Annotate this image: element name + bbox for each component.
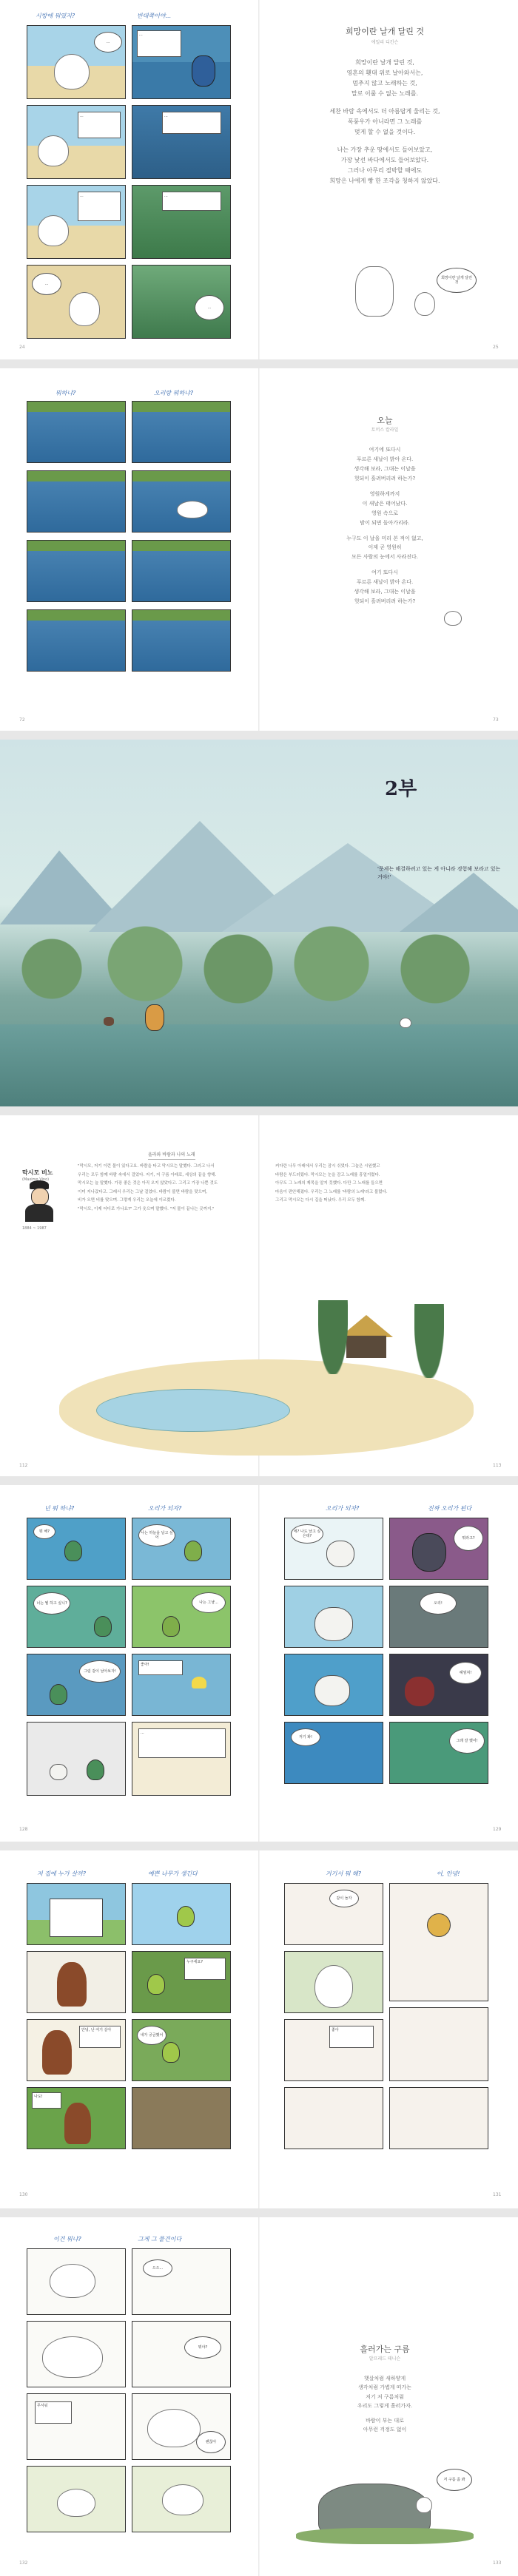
comic-panel [389, 2007, 488, 2081]
girl-character [64, 2103, 91, 2144]
forest [0, 917, 518, 1021]
lake-panel [132, 401, 231, 463]
green-character [94, 1616, 112, 1637]
panel-title: 반대쪽이야... [137, 13, 172, 19]
page-number: 24 [19, 345, 25, 350]
speech-bubble: ... [94, 32, 122, 53]
page-number: 73 [493, 717, 499, 723]
speech-bubble: 저기 봐! [291, 1728, 320, 1746]
lake-panel [27, 470, 126, 533]
girl-character [57, 1962, 87, 2007]
poem-author: 토머스 칼라일 [371, 427, 399, 433]
author-years: 1884 ~ 1987 [22, 1226, 47, 1231]
spread-1 [0, 0, 518, 359]
speech-bubble: 나도! [32, 2092, 61, 2109]
text-box: ... [138, 1728, 226, 1758]
speech-bubble: 같이 놀자 [329, 1890, 359, 1907]
part-quote: '문제는 해결하려고 있는 게 아니라 경험해 보라고 있는 거야!' [377, 866, 501, 881]
poem-body: 햇살처럼 새하얗게 생각처럼 가볍게 떠가는 저기 저 구름처럼 우리도 그렇게 흘러가자. 바람이 부는 대로 아무런 걱정도 없이 [357, 2376, 413, 2433]
speech-bubble: 오리! [420, 1592, 457, 1615]
poem-title: 흘러가는 구름 [360, 2345, 410, 2354]
lake-panel [132, 609, 231, 672]
seal-character [69, 292, 100, 326]
speech-bubble: 네가 궁금했어 [137, 2026, 166, 2045]
seal-character [400, 1018, 411, 1028]
comic-panel [27, 2466, 126, 2532]
page-number: 132 [19, 2560, 28, 2566]
comic-panel [132, 105, 231, 179]
girl-character [42, 2030, 72, 2075]
comic-panel [389, 1654, 488, 1716]
cloud-character [162, 2484, 204, 2515]
spread-separator [0, 731, 518, 740]
panel-title: 넌 뭐 하냐? [44, 1505, 75, 1512]
gutter [258, 0, 260, 359]
pond [96, 1389, 290, 1432]
comic-panel [27, 25, 126, 99]
page-number: 130 [19, 2192, 28, 2197]
small-ghost-character [414, 292, 435, 316]
green-character [64, 1541, 82, 1561]
comic-panel [132, 1586, 231, 1648]
speech-bubble: 뭐라고? [454, 1526, 483, 1551]
speech-bubble: ... [137, 30, 181, 57]
white-character [50, 1764, 67, 1780]
palm-tree [414, 1304, 444, 1378]
panel-title: 진짜 오리가 된다 [428, 1505, 472, 1512]
panel-title: 시방에 뭐였지? [36, 13, 75, 19]
spread-6 [0, 2217, 518, 2576]
comic-panel [389, 1586, 488, 1648]
dark-character [405, 1677, 434, 1706]
spread-separator [0, 1476, 518, 1485]
speech-bubble: 너는 뭘 하고 싶니? [33, 1592, 70, 1615]
comic-panel [27, 2248, 126, 2315]
comic-panel [284, 1951, 383, 2013]
tiger-character [145, 1004, 164, 1031]
page-number: 72 [19, 717, 25, 723]
green-character [162, 2042, 180, 2063]
header-label: 올라와 바람과 나의 노래 [148, 1151, 195, 1160]
lake-panel [27, 401, 126, 463]
lake-panel [132, 470, 231, 533]
poem-title: 희망이란 날개 달린 것 [345, 27, 425, 36]
speech-bubble: ... [78, 112, 121, 138]
gutter [258, 1850, 260, 2208]
panel-title: 그게 그 물건이다 [138, 2236, 182, 2242]
comic-panel [284, 1883, 383, 1945]
comic-panel [132, 2248, 231, 2315]
dark-character [412, 1533, 446, 1572]
fish-character [192, 55, 215, 87]
spread-3 [0, 1115, 518, 1476]
body-text: 커다란 나무 아래에서 우리는 잠시 쉬었다. 그늘은 시원했고 바람은 부드러웠다. 막시모는 눈을 감고 노래를 흥얼거렸다. 아무도 그 노래의 제목을 알지 못했다. 다만 그 노래를 들으면 마음이 편안해졌다. 우리는 그 노래를 '바람의 노래'라고 불렀다. 그리고 막시모는 다시 길을 떠났다. 우리 모두 함께. [275, 1164, 388, 1203]
comic-panel [132, 2019, 231, 2081]
speech-bubble: 에? 나도 날고 싶은데? [291, 1524, 323, 1544]
page-number: 113 [493, 1463, 502, 1468]
green-character [87, 1759, 104, 1780]
panel-title: 저 집에 누가 살까? [37, 1870, 86, 1877]
spread-2 [0, 368, 518, 731]
comic-panel [27, 1951, 126, 2013]
seal-character [54, 54, 90, 89]
speech-bubble: ... [195, 295, 224, 320]
comic-panel [132, 1951, 231, 2013]
comic-panel [132, 1722, 231, 1796]
panel-title: 오리랑 뭐하냐? [154, 390, 194, 396]
comic-panel [284, 2087, 383, 2149]
panel-title: 거기서 뭐 해? [326, 1870, 361, 1877]
seal-character [355, 266, 394, 317]
cloud-character [147, 2409, 201, 2447]
white-character [314, 1675, 350, 1706]
comic-panel [389, 1518, 488, 1580]
comic-panel [132, 1518, 231, 1580]
green-character [50, 1684, 67, 1705]
panel-title: 오리가 되자? [326, 1505, 360, 1512]
page-number: 131 [493, 2192, 502, 2197]
speech-bubble: 그럼 같이 날아보자! [79, 1660, 121, 1683]
panel-title: 오리가 되자? [148, 1505, 182, 1512]
comic-panel [132, 265, 231, 339]
comic-panel [27, 105, 126, 179]
butterfly-icon [192, 1677, 206, 1688]
palm-tree [318, 1300, 348, 1374]
page-number: 129 [493, 1827, 502, 1832]
spread-separator [0, 1106, 518, 1115]
spread-4 [0, 1485, 518, 1842]
body-text: "막시모, 저기 이런 물이 있다고요. 바람을 타고 막시모는 말했다. 그러고 나서 우리는 모두 함께 바람 속에서 걸었다. 저기, 저 구름 아래로, 세상의 끝을 향해. 막시모는 늘 말했다. 가장 좋은 것은 아직 오지 않았다고. 그리고 가장 나쁜 것도 이미 지나갔다고. 그래서 우리는 그날 걸었다. 바람이 불면 바람을 맞으며, 비가 오면 비를 맞으며. 그렇게 우리는 오늘에 이르렀다. "막시모, 이제 어디로 가나요?" 그가 웃으며 말했다. "저 물이 끝나는 곳까지." [78, 1164, 218, 1211]
spread-separator [0, 2208, 518, 2217]
comic-panel [27, 2019, 126, 2081]
speech-bubble: 뭐 해? [33, 1524, 56, 1539]
speech-bubble: 희망이란 날개 달린 것 [437, 268, 477, 293]
spread-separator [0, 1842, 518, 1850]
speech-bubble: 좋아 [329, 2026, 374, 2048]
lake [0, 1024, 518, 1106]
comic-panel [132, 2466, 231, 2532]
comic-panel [27, 2087, 126, 2149]
comic-panel [284, 1654, 383, 1716]
egg-character [314, 1965, 353, 2008]
lake-panel [27, 540, 126, 602]
speech-bubble: 뭐야? [184, 2336, 221, 2359]
green-character [184, 1541, 202, 1561]
speech-bubble: 나는 그냥... [192, 1592, 226, 1613]
comic-panel [284, 1722, 383, 1784]
cloud-character [42, 2336, 103, 2378]
panel-title: 어, 안녕! [437, 1870, 460, 1877]
comic-panel [27, 2393, 126, 2460]
green-character [162, 1616, 180, 1637]
speech-bubble: 좋아! [138, 1660, 183, 1675]
author-subtitle: (Maximo Vino) [22, 1177, 50, 1182]
house [50, 1899, 103, 1937]
panel-title: 뭐하냐? [56, 390, 76, 396]
comic-panel [132, 1883, 231, 1945]
poem-body: 여기에 또다시 푸르른 새날이 밝아 온다. 생각해 보라, 그대는 이날을 헛되이 흘려버리려 하는가? 영원하게까지 이 새날은 태어났다. 영원 속으로 밤이 되면 돌아가리라. 누구도 이 날을 미리 본 적이 없고, 이제 곧 영원히 모든 사람의 눈에서 사라진다. 여기 또다시 푸르른 새날이 밝아 온다. 생각해 보라, 그대는 이날을 헛되이 흘려버리려 하는가? [346, 447, 423, 605]
green-character [177, 1906, 195, 1927]
panel-title: 이건 뭐냐? [53, 2236, 81, 2242]
part-2-cover [0, 740, 518, 1106]
poem-author: 에밀리 디킨슨 [371, 40, 399, 45]
comic-panel [284, 1518, 383, 1580]
speech-bubble: ... [162, 192, 221, 211]
comic-panel [27, 265, 126, 339]
green-character [147, 1974, 165, 1995]
panel-title: 예쁜 나무가 생긴다 [148, 1870, 198, 1877]
comic-panel [389, 1883, 488, 2001]
author-portrait [22, 1180, 56, 1222]
cloud-character [57, 2489, 95, 2517]
speech-bubble: 괜찮아 [196, 2431, 226, 2453]
speech-bubble: 안녕, 난 여기 살아 [79, 2026, 121, 2048]
comic-panel [27, 1518, 126, 1580]
seal-character [38, 135, 69, 166]
gutter [258, 1485, 260, 1842]
gutter [258, 368, 260, 731]
page-number: 25 [493, 345, 499, 350]
speech-bubble: ... [32, 273, 61, 295]
spread-5 [0, 1850, 518, 2208]
cloud-character [50, 2264, 95, 2298]
poem-body: 희망이란 날개 달린 것, 영혼의 횃대 위로 날아와서는, 멈추지 않고 노래하는 것, 말로 이룰 수 없는 노래를. 세찬 바람 속에서도 더 아름답게 울리는 것, 폭풍우가 아니라면 그 노래를 멎게 할 수 없을 것이다. 나는 가장 추운 땅에서도 들어보았고, 가장 낯선 바다에서도 들어보았다. 그러나 아무리 절박할 때에도 희망은 나에게 빵 한 조각을 청하지 않았다. [329, 59, 440, 184]
grass [296, 2528, 474, 2544]
speech-bubble: 으으... [143, 2259, 172, 2277]
white-character [326, 1541, 354, 1567]
spread-separator [0, 359, 518, 368]
small-animal-character [104, 1017, 114, 1026]
speech-bubble: 저 구름 좀 봐 [437, 2469, 472, 2491]
comic-panel [27, 1586, 126, 1648]
comic-panel [132, 185, 231, 259]
comic-panel [284, 1586, 383, 1648]
comic-panel [132, 25, 231, 99]
lake-panel [132, 540, 231, 602]
part-heading: 2부 [385, 778, 417, 800]
speech-bubble: 헤엄쳐! [449, 1662, 482, 1684]
comic-panel [27, 185, 126, 259]
comic-panel [132, 1654, 231, 1716]
comic-panel [132, 2321, 231, 2387]
speech-bubble: ... [78, 192, 121, 221]
page-number: 133 [493, 2560, 502, 2566]
seal-character [38, 215, 69, 246]
comic-panel [27, 1654, 126, 1716]
speech-bubble: 무서워 [35, 2401, 72, 2424]
poem-author: 알프레드 테니슨 [369, 2356, 401, 2362]
speech-bubble: 나는 하늘을 날고 싶어 [138, 1524, 175, 1546]
gutter [258, 2217, 260, 2576]
author-name: 막시모 비노 [22, 1169, 53, 1176]
small-ghost-character [416, 2497, 432, 2513]
swan [177, 501, 208, 518]
page-number: 112 [19, 1463, 28, 1468]
comic-panel [389, 2087, 488, 2149]
lake-panel [27, 609, 126, 672]
bird-character [427, 1913, 451, 1937]
comic-panel [132, 2087, 231, 2149]
comic-panel [284, 2019, 383, 2081]
comic-panel [27, 1722, 126, 1796]
speech-bubble: ... [162, 112, 221, 134]
comic-panel [27, 2321, 126, 2387]
speech-bubble: 누구세요? [184, 1958, 226, 1980]
poem-title: 오늘 [377, 416, 393, 425]
small-ghost-character [444, 611, 462, 626]
comic-panel [389, 1722, 488, 1784]
speech-bubble: 그래 잘 했어! [449, 1728, 485, 1754]
page-number: 128 [19, 1827, 28, 1832]
white-character [314, 1607, 353, 1641]
comic-panel [27, 1883, 126, 1945]
comic-panel [132, 2393, 231, 2460]
